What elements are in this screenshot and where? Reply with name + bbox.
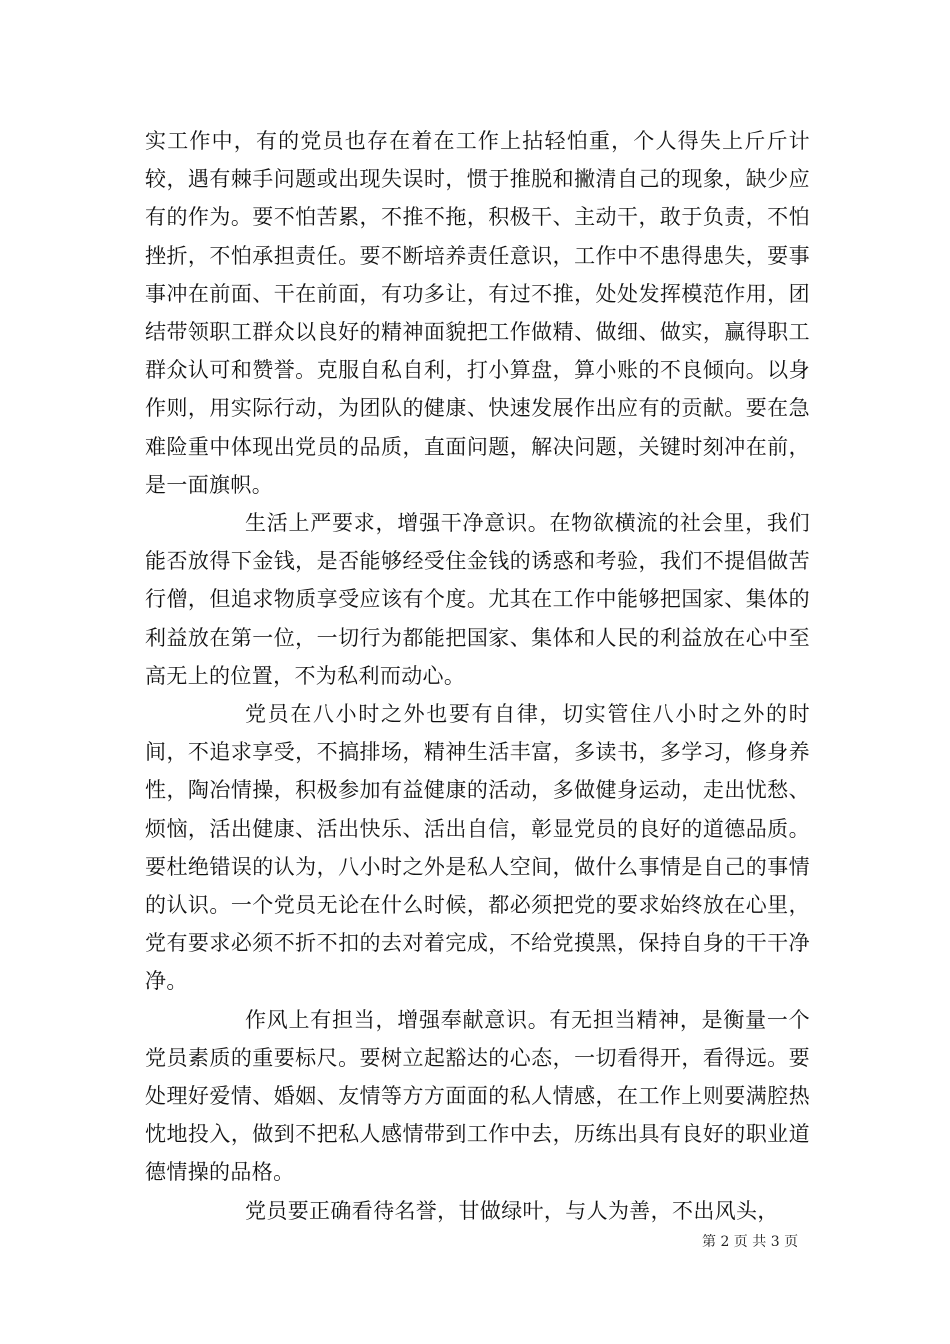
- document-body: [145, 122, 810, 1230]
- paragraph-continued: 实工作中，有的党员也存在着在工作上拈轻怕重，个人得失上斤斤计较，遇有棘手问题或出现失误时，惯于推脱和撇清自己的现象，缺少应有的作为。要不怕苦累，不推不拖，积极干、主动干，敢于负责，不怕挫折，不怕承担责任。要不断培养责任意识，工作中不患得患失，要事事冲在前面、干在前面，有功多让，有过不推，处处发挥模范作用，团结带领职工群众以良好的精神面貌把工作做精、做细、做实，赢得职工群众认可和赞誉。克服自私自利，打小算盘，算小账的不良倾向。以身作则，用实际行动，为团队的健康、快速发展作出应有的贡献。要在急难险重中体现出党员的品质，直面问题，解决问题，关键时刻冲在前，是一面旗帜。: [145, 129, 810, 497]
- paragraph-clean-living: 生活上严要求，增强干净意识。在物欲横流的社会里，我们能否放得下金钱，是否能够经受住金钱的诱惑和考验，我们不提倡做苦行僧，但追求物质享受应该有个度。尤其在工作中能够把国家、集体的利益放在第一位，一切行为都能把国家、集体和人民的利益放在心中至高无上的位置，不为私利而动心。: [145, 511, 810, 688]
- paragraph-reputation: 党员要正确看待名誉，甘做绿叶，与人为善，不出风头，: [245, 1198, 779, 1223]
- paragraph-self-discipline: 党员在八小时之外也要有自律，切实管住八小时之外的时间，不追求享受，不搞排场，精神生活丰富，多读书，多学习，修身养性，陶冶情操，积极参加有益健康的活动，多做健身运动，走出忧愁、烦恼，活出健康、活出快乐、活出自信，彰显党员的良好的道德品质。要杜绝错误的认为，八小时之外是私人空间，做什么事情是自己的事情的认识。一个党员无论在什么时候，都必须把党的要求始终放在心里，党有要求必须不折不扣的去对着完成，不给党摸黑，保持自身的干干净净。: [145, 702, 810, 994]
- page-number-footer: 第 2 页 共 3 页: [702, 1234, 799, 1250]
- paragraph-responsibility: 作风上有担当，增强奉献意识。有无担当精神，是衡量一个党员素质的重要标尺。要树立起豁达的心态，一切看得开，看得远。要处理好爱情、婚姻、友情等方方面面的私人情感，在工作上则要满腔热忱地投入，做到不把私人感情带到工作中去，历练出具有良好的职业道德情操的品格。: [145, 1007, 810, 1185]
